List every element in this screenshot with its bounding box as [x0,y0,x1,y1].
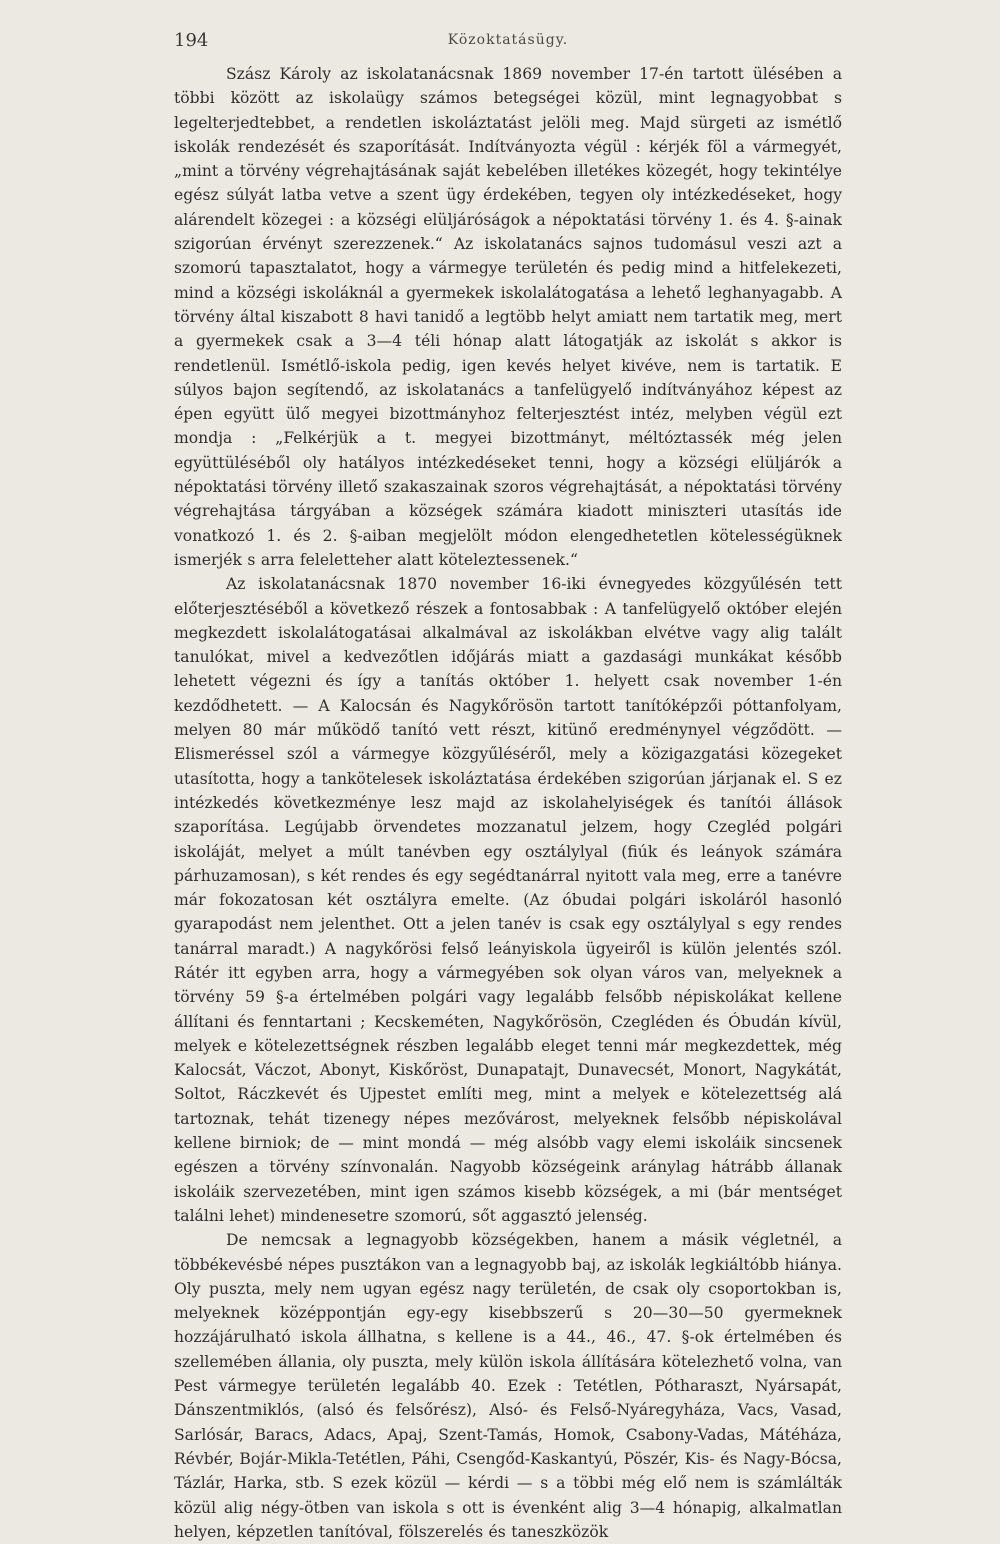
page-number: 194 [174,30,209,51]
paragraph: Az iskolatanácsnak 1870 november 16-iki évnegyedes közgyűlésén tett előterjesztéséből a következő részek a fontosabbak : A tanfelügyelő október elején megkezdett iskolalátogatásai alkalmával az iskolákban elvétve vagy alig talált tanulókat, mivel a kedvezőtlen időjárás miatt a gazdasági munkákat később lehetett végezni és így a tanítás október 1. helyett csak november 1-én kezdődhetett. — A Kalocsán és Nagykőrösön tartott tanítóképzői póttanfolyam, melyen 80 már működő tanító vett részt, kitünő eredménynyel végződött. — Elismeréssel szól a vármegye közgyűléséről, mely a közigazgatási közegeket utasította, hogy a tankötelesek iskoláztatása érdekében szigorúan járjanak el. S ez intézkedés következménye lesz majd az iskolahelyiségek és tanítói állások szaporítása. Legújabb örvendetes mozzanatul jelzem, hogy Czegléd polgári iskoláját, melyet a múlt tanévben egy osztálylyal (fiúk és leányok számára párhuzamosan), s két rendes és egy segédtanárral nyitott vala meg, erre a tanévre már fokozatosan két osztályra emelte. (Az óbudai polgári iskoláról hasonló gyarapodást nem jelenthet. Ott a jelen tanév is csak egy osztálylyal s egy rendes tanárral maradt.) A nagykőrösi felső leányiskola ügyeiről is külön jelentés szól. Rátér itt egyben arra, hogy a vármegyében sok olyan város van, melyeknek a törvény 59 §-a értelmében polgári vagy legalább felsőbb népiskolákat kellene állítani és fenntartani ; Kecskeméten, Nagykőrösön, Czegléden és Óbudán kívül, melyek e kötelezettségnek részben legalább eleget tenni már megkezdettek, még Kalocsát, Váczot, Abonyt, Kiskőröst, Dunapatajt, Dunavecsét, Monort, Nagykátát, Soltot, Ráczkevét és Ujpestet említi meg, mint a melyek e kötelezettség alá tartoznak, tehát tizenegy népes mezővárost, melyeknek felsőbb népiskolával kellene birniok; de — mint mondá — még alsóbb vagy elemi iskoláik sincsenek egészen a törvény színvonalán. Nagyobb községeink aránylag hátrább állanak iskoláik szervezetében, mint igen számos kisebb községek, a mi (bár mentséget találni lehet) mindenesetre szomorú, sőt aggasztó jelenség. [174,575,842,1225]
paragraph: De nemcsak a legnagyobb községekben, hanem a másik végletnél, a többékevésbé népes pusztákon van a legnagyobb baj, az iskolák legkiáltóbb hiánya. Oly puszta, mely nem ugyan egész nagy területén, de csak oly csoportokban is, melyeknek középpontján egy-egy kisebbszerű s 20—30—50 gyermeknek hozzájárulható iskola állhatna, s kellene is a 44., 46., 47. §-ok értelmében és szellemében állania, oly puszta, mely külön iskola állítására kötelezhető volna, van Pest vármegye területén legalább 40. Ezek : Tetétlen, Pótharaszt, Nyársapát, Dánszentmiklós, (alsó és felsőrész), Alsó- és Felső-Nyáregyháza, Vacs, Vasad, Sarlósár, Baracs, Adacs, Apaj, Szent-Tamás, Homok, Csabony-Vadas, Mátéháza, Révbér, Bojár-Mikla-Tetétlen, Páhi, Csengőd-Kaskantyú, Pöszér, Kis- és Nagy-Bócsa, Tázlár, Harka, stb. S ezek közül — kérdi — s a többi még elő nem is számlálták közül alig négy-ötben van iskola s ott is évenként alig 3—4 hónapig, alkalmatlan helyen, képzetlen tanítóval, fölszerelés és taneszközök [174,1231,842,1541]
page-header [174,30,842,58]
body-text [174,62,842,1544]
running-head: Közoktatásügy. [447,32,569,48]
paragraph: Szász Károly az iskolatanácsnak 1869 november 17-én tartott ülésében a többi között az iskolaügy számos betegségei közül, mint legnagyobbat s legelterjedtebbet, a rendetlen iskoláztatást jelöli meg. Majd sürgeti az ismétlő iskolák rendezését és szaporítását. Indítványozta végül : kérjék föl a vármegyét, „mint a törvény végrehajtásának saját kebelében illetékes közegét, hogy tekintélye egész súlyát latba vetve a szent ügy érdekében, tegyen oly intézkedéseket, hogy alárendelt közegei : a községi elüljáróságok a népoktatási törvény 1. és 4. §-ainak szigorúan érvényt szerezzenek.“ Az iskolatanács sajnos tudomásul veszi azt a szomorú tapasztalatot, hogy a vármegye területén és pedig mind a hitfelekezeti, mind a községi iskoláknál a gyermekek iskolalátogatása a lehető leghanyagabb. A törvény által kiszabott 8 havi tanidő a legtöbb helyt amiatt nem tartatik meg, mert a gyermekek csak a 3—4 téli hónap alatt látogatják az iskolát s akkor is rendetlenül. Ismétlő-iskola pedig, igen kevés helyet kivéve, nem is tartatik. E súlyos bajon segítendő, az iskolatanács a tanfelügyelő indítványához képest az épen együtt ülő megyei bizottmányhoz felterjesztést intéz, melyben végül ezt mondja : „Felkérjük a t. megyei bizottmányt, méltóztassék még jelen együttüléséből oly hatályos intézkedéseket tenni, hogy a községi elüljárók a népoktatási törvény illető szakaszainak szoros végrehajtását, a népoktatási törvény végrehajtása tárgyában a községek számára kiadott miniszteri utasítás ide vonatkozó 1. és 2. §-aiban megjelölt módon elengedhetetlen kötelességüknek ismerjék s arra feleletteher alatt köteleztessenek.“ [174,65,842,569]
